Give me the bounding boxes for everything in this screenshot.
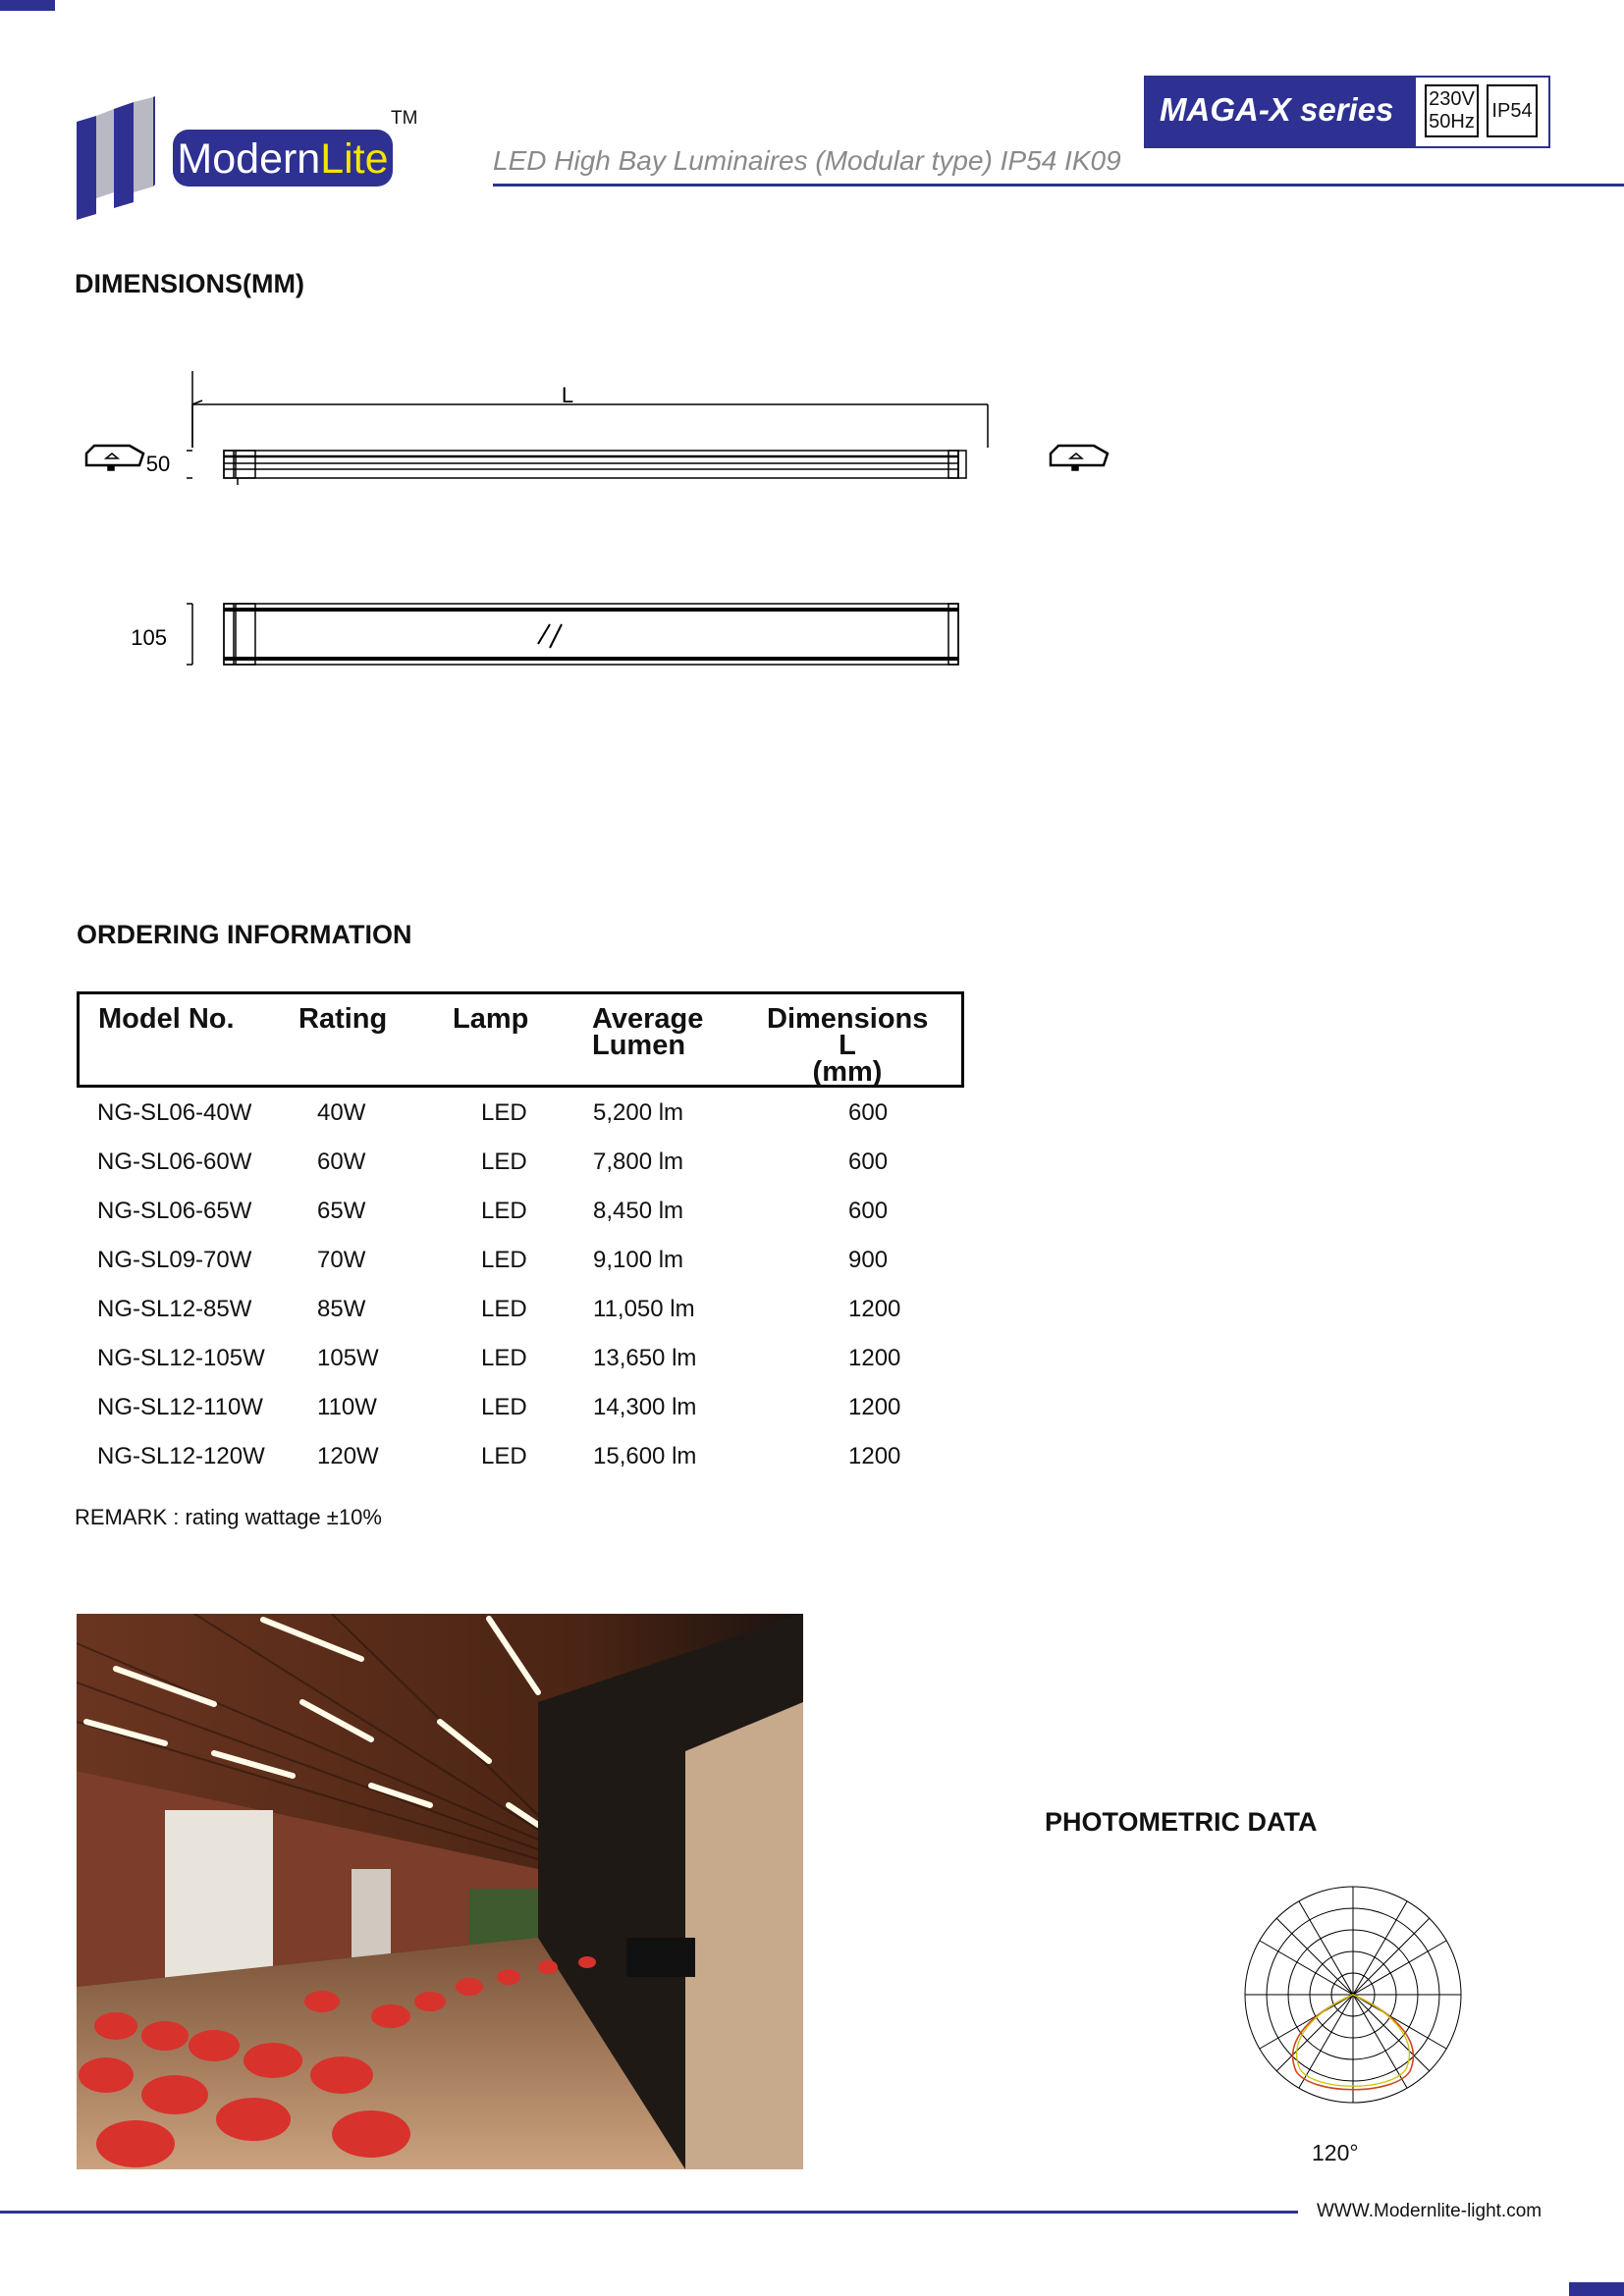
cell-lamp: LED — [481, 1247, 527, 1273]
cell-model: NG-SL12-105W — [97, 1345, 265, 1371]
table-row — [77, 1345, 964, 1382]
cell-length: 1200 — [848, 1394, 901, 1420]
cell-model: NG-SL12-85W — [97, 1296, 252, 1322]
cell-lamp: LED — [481, 1296, 527, 1322]
series-name: MAGA-X series — [1160, 91, 1394, 128]
table-row — [77, 1148, 964, 1186]
cell-rating: 105W — [317, 1345, 379, 1371]
cell-lumen: 5,200 lm — [593, 1099, 684, 1126]
table-row — [77, 1247, 964, 1284]
cell-model: NG-SL06-60W — [97, 1148, 252, 1175]
svg-text:ModernLite — [177, 135, 388, 183]
dimension-drawing — [69, 363, 1110, 677]
table-body — [77, 1099, 964, 1492]
cell-model: NG-SL09-70W — [97, 1247, 252, 1273]
cell-model: NG-SL06-65W — [97, 1198, 252, 1224]
venue-photo — [77, 1614, 803, 2169]
cell-length: 600 — [848, 1148, 889, 1175]
cell-rating: 120W — [317, 1443, 379, 1469]
table-row — [77, 1296, 964, 1333]
cell-lumen: 15,600 lm — [593, 1443, 697, 1469]
cell-length: 1200 — [848, 1345, 901, 1371]
col-header-dim-line1: Dimensions — [767, 1003, 929, 1035]
series-badge — [1144, 76, 1550, 148]
cell-lamp: LED — [481, 1345, 527, 1371]
col-header-lumen-line1: Average — [592, 1003, 704, 1035]
cell-length: 600 — [848, 1198, 889, 1224]
col-header-model: Model No. — [98, 1003, 235, 1035]
height-label: 50 — [145, 452, 171, 476]
cell-rating: 60W — [317, 1148, 366, 1175]
beam-angle-label: 120° — [1312, 2140, 1359, 2165]
voltage-badge — [1425, 84, 1479, 137]
corner-accent-bottom — [1569, 2282, 1624, 2296]
frequency-value: 50Hz — [1429, 111, 1475, 133]
cell-rating: 85W — [317, 1296, 366, 1322]
table-row — [77, 1198, 964, 1235]
logo-text-modern: Modern — [177, 135, 321, 183]
length-label: L — [561, 383, 574, 407]
ordering-heading: ORDERING INFORMATION — [77, 920, 412, 949]
cell-lumen: 14,300 lm — [593, 1394, 697, 1420]
cell-length: 1200 — [848, 1443, 901, 1469]
col-header-dimensions — [767, 1003, 929, 1088]
cell-length: 1200 — [848, 1296, 901, 1322]
table-header — [77, 991, 964, 1088]
table-row — [77, 1443, 964, 1480]
cell-length: 600 — [848, 1099, 889, 1126]
ip-rating-badge: IP54 — [1487, 84, 1538, 137]
dimensions-heading: DIMENSIONS(MM) — [75, 269, 304, 298]
cell-lumen: 8,450 lm — [593, 1198, 684, 1224]
col-header-lamp: Lamp — [453, 1003, 529, 1035]
cell-rating: 70W — [317, 1247, 366, 1273]
col-header-lumen — [592, 1003, 704, 1061]
table-row — [77, 1099, 964, 1137]
cell-rating: 65W — [317, 1198, 366, 1224]
cell-lamp: LED — [481, 1148, 527, 1175]
col-header-dim-line3: (mm) — [812, 1056, 883, 1088]
cell-lumen: 9,100 lm — [593, 1247, 684, 1273]
col-header-rating: Rating — [298, 1003, 388, 1035]
brand-logo — [77, 94, 430, 222]
cell-lumen: 11,050 lm — [593, 1296, 695, 1322]
trademark-mark: TM — [391, 108, 418, 129]
col-header-dim-line2: L — [839, 1030, 856, 1061]
cell-lamp: LED — [481, 1198, 527, 1224]
col-header-lumen-line2: Lumen — [592, 1030, 686, 1061]
cell-model: NG-SL12-110W — [97, 1394, 263, 1420]
remark-text: REMARK : rating wattage ±10% — [75, 1505, 382, 1529]
cell-length: 900 — [848, 1247, 889, 1273]
product-subtitle: LED High Bay Luminaires (Modular type) IP54 IK09 — [493, 145, 1121, 176]
cell-lamp: LED — [481, 1443, 527, 1469]
logo-text-lite: Lite — [320, 135, 389, 183]
header-rule — [493, 184, 1624, 187]
width-label: 105 — [131, 625, 167, 650]
cell-lumen: 13,650 lm — [593, 1345, 697, 1371]
cell-lumen: 7,800 lm — [593, 1148, 684, 1175]
voltage-value: 230V — [1429, 88, 1475, 110]
cell-rating: 110W — [317, 1394, 377, 1420]
cell-rating: 40W — [317, 1099, 366, 1126]
corner-accent-top — [0, 0, 55, 11]
cell-model: NG-SL12-120W — [97, 1443, 265, 1469]
photometric-heading: PHOTOMETRIC DATA — [1045, 1807, 1318, 1837]
table-row — [77, 1394, 964, 1431]
cell-lamp: LED — [481, 1394, 527, 1420]
cell-lamp: LED — [481, 1099, 527, 1126]
footer-rule — [0, 2211, 1298, 2214]
cell-model: NG-SL06-40W — [97, 1099, 252, 1126]
website-link[interactable]: WWW.Modernlite-light.com — [1317, 2201, 1543, 2221]
polar-diagram — [1235, 1875, 1471, 2115]
